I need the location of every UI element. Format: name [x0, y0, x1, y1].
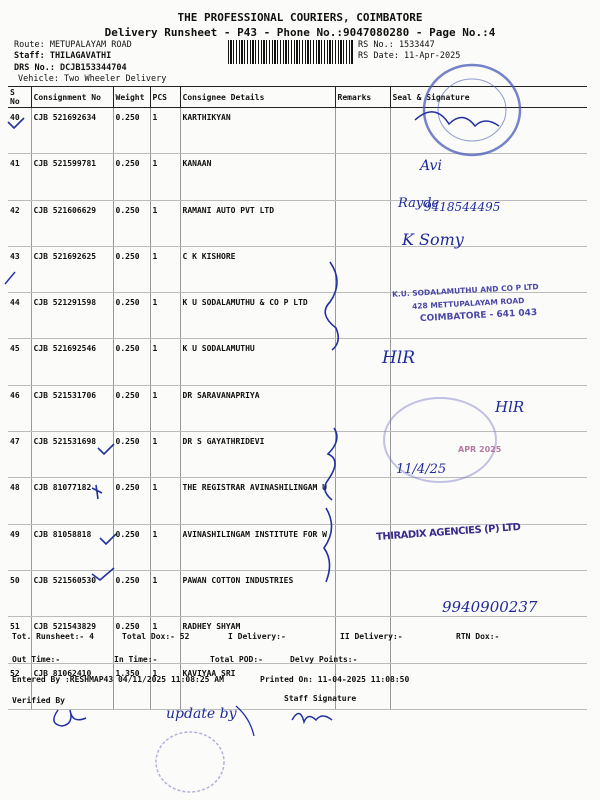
cell-pcs: 1 — [150, 478, 180, 524]
staff-signature: Staff Signature — [284, 694, 357, 703]
cell-consignee: RADHEY SHYAM — [180, 617, 335, 663]
phone-handwritten-2: 9940900237 — [442, 598, 538, 616]
rs-date: RS Date: 11-Apr-2025 — [358, 51, 461, 61]
cell-weight: 0.250 — [113, 246, 150, 292]
out-time: Out Time:- — [12, 655, 61, 664]
ramani-note: Rayde — [398, 196, 440, 211]
printed-on: Printed On: 11-04-2025 11:08:50 — [260, 675, 410, 684]
drs-number: DRS No.: DCJB153344704 — [14, 63, 127, 73]
staff-label: Staff: THILAGAVATHI — [14, 51, 112, 61]
cell-consignment: CJB 521692625 — [31, 246, 113, 292]
cell-consignee: DR SARAVANAPRIYA — [180, 385, 335, 431]
table-row — [8, 154, 587, 200]
entered-by: Entered By :RESHMAP43 04/11/2025 11:08:25 AM — [12, 675, 224, 684]
stamp-apr-date: APR 2025 — [458, 445, 502, 454]
rtn-dox: RTN Dox:- — [456, 632, 500, 641]
cell-consignee: RAMANI AUTO PVT LTD — [180, 200, 335, 246]
cell-remarks — [335, 246, 390, 292]
col-sno: S No — [8, 87, 31, 108]
cell-consignment: CJB 521560530 — [31, 570, 113, 616]
cell-consignee: KARTHIKYAN — [180, 108, 335, 154]
cell-sno: 42 — [8, 200, 31, 246]
delvy-points: Delvy Points:- — [290, 655, 358, 664]
cell-sno: 52 — [8, 663, 31, 709]
cell-signature — [390, 478, 587, 524]
stamp-sodalamuthu-line3: COIMBATORE - 641 043 — [419, 307, 538, 325]
cell-consignment: CJB 521606629 — [31, 200, 113, 246]
cell-weight: 0.250 — [113, 432, 150, 478]
route-label: Route: METUPALAYAM ROAD — [14, 40, 132, 50]
cell-consignment: CJB 521291598 — [31, 293, 113, 339]
cell-remarks — [335, 570, 390, 616]
table-row — [8, 339, 587, 385]
cell-sno: 43 — [8, 246, 31, 292]
verified-by: Verified By — [12, 696, 65, 705]
cell-sno: 47 — [8, 432, 31, 478]
cell-consignment: CJB 521692546 — [31, 339, 113, 385]
cell-consignee: C K KISHORE — [180, 246, 335, 292]
phone-handwritten-1: 9418544495 — [424, 200, 501, 214]
cell-weight: 0.250 — [113, 154, 150, 200]
signature-hlr-46: HlR — [382, 348, 416, 368]
col-consignee: Consignee Details — [180, 87, 335, 108]
cell-remarks — [335, 385, 390, 431]
cell-weight: 0.250 — [113, 524, 150, 570]
cell-pcs: 1 — [150, 570, 180, 616]
col-remarks: Remarks — [335, 87, 390, 108]
company-title: THE PROFESSIONAL COURIERS, COIMBATORE — [177, 11, 423, 24]
total-pod: Total POD:- — [210, 655, 263, 664]
cell-pcs: 1 — [150, 339, 180, 385]
cell-consignee: K U SODALAMUTHU — [180, 339, 335, 385]
cell-consignee: AVINASHILINGAM INSTITUTE FOR W — [180, 524, 335, 570]
cell-pcs: 1 — [150, 293, 180, 339]
signature-hlr-47: HlR — [495, 398, 525, 416]
col-signature: Seal & Signature — [390, 87, 587, 108]
table-header-row — [8, 87, 587, 108]
cell-consignment: CJB 521543829 — [31, 617, 113, 663]
cell-remarks — [335, 108, 390, 154]
cell-consignee: KAVIYAA SRI — [180, 663, 335, 709]
signature-kishore: K Somy — [402, 230, 464, 249]
update-by-note: update by — [166, 706, 237, 722]
cell-consignment: CJB 81077182 — [31, 478, 113, 524]
col-weight: Weight — [113, 87, 150, 108]
cell-weight: 0.250 — [113, 478, 150, 524]
cell-sno: 44 — [8, 293, 31, 339]
cell-signature — [390, 663, 587, 709]
cell-consignment: CJB 521599781 — [31, 154, 113, 200]
i-delivery: I Delivery:- — [228, 632, 286, 641]
cell-consignment: CJB 521531698 — [31, 432, 113, 478]
stamp-thiradix: THIRADIX AGENCIES (P) LTD — [375, 521, 521, 544]
cell-sno: 48 — [8, 478, 31, 524]
cell-consignee: KANAAN — [180, 154, 335, 200]
verified-arrow — [236, 706, 254, 736]
staff-signature-ink — [292, 713, 332, 722]
date-note: 11/4/25 — [396, 462, 447, 477]
cell-consignee: THE REGISTRAR AVINASHILINGAM U — [180, 478, 335, 524]
cell-pcs: 1 — [150, 246, 180, 292]
cell-pcs: 1 — [150, 617, 180, 663]
cell-weight: 0.250 — [113, 200, 150, 246]
cell-pcs: 1 — [150, 200, 180, 246]
stamp-sodalamuthu-line2: 428 METTUPALAYAM ROAD — [411, 296, 525, 311]
cell-weight: 1.350 — [113, 663, 150, 709]
in-time: In Time:- — [114, 655, 158, 664]
cell-weight: 0.250 — [113, 339, 150, 385]
cell-sno: 41 — [8, 154, 31, 200]
cell-sno: 49 — [8, 524, 31, 570]
verified-signature — [54, 710, 86, 726]
cell-pcs: 1 — [150, 524, 180, 570]
cell-weight: 0.250 — [113, 385, 150, 431]
cell-signature — [390, 339, 587, 385]
tot-runsheet: Tot. Runsheet:- 4 — [12, 632, 94, 641]
cell-weight: 0.250 — [113, 570, 150, 616]
cell-sno: 50 — [8, 570, 31, 616]
cell-pcs: 1 — [150, 432, 180, 478]
avi-note: Avi — [420, 158, 442, 174]
table-row — [8, 432, 587, 478]
cell-sno: 40 — [8, 108, 31, 154]
vehicle-label: Vehicle: Two Wheeler Delivery — [18, 74, 167, 84]
round-seal-bottom — [156, 732, 224, 792]
cell-consignee: K U SODALAMUTHU & CO P LTD — [180, 293, 335, 339]
stamp-sodalamuthu-line1: K.U. SODALAMUTHU AND CO P LTD — [391, 282, 539, 299]
cell-pcs: 1 — [150, 154, 180, 200]
col-pcs: PCS — [150, 87, 180, 108]
rs-number: RS No.: 1533447 — [358, 40, 435, 50]
cell-remarks — [335, 154, 390, 200]
cell-consignment: CJB 81062410 — [31, 663, 113, 709]
cell-signature — [390, 385, 587, 431]
cell-consignment: CJB 521692634 — [31, 108, 113, 154]
table-row — [8, 478, 587, 524]
cell-sno: 45 — [8, 339, 31, 385]
cell-consignee: DR S GAYATHRIDEVI — [180, 432, 335, 478]
cell-sno: 46 — [8, 385, 31, 431]
cell-pcs: 1 — [150, 108, 180, 154]
table-row — [8, 108, 587, 154]
cell-remarks — [335, 432, 390, 478]
cell-signature — [390, 108, 587, 154]
total-dox: Total Dox:- 52 — [122, 632, 190, 641]
ii-delivery: II Delivery:- — [340, 632, 403, 641]
cell-consignment: CJB 81058818 — [31, 524, 113, 570]
cell-pcs: 1 — [150, 663, 180, 709]
cell-sno: 51 — [8, 617, 31, 663]
cell-weight: 0.250 — [113, 293, 150, 339]
cell-remarks — [335, 293, 390, 339]
col-consignment: Consignment No — [31, 87, 113, 108]
cell-pcs: 1 — [150, 385, 180, 431]
cell-weight: 0.250 — [113, 108, 150, 154]
cell-remarks — [335, 478, 390, 524]
cell-consignment: CJB 521531706 — [31, 385, 113, 431]
barcode — [228, 40, 353, 64]
cell-remarks — [335, 200, 390, 246]
runsheet-subtitle: Delivery Runsheet - P43 - Phone No.:9047080280 - Page No.:4 — [104, 26, 496, 39]
cell-weight: 0.250 — [113, 617, 150, 663]
cell-consignee: PAWAN COTTON INDUSTRIES — [180, 570, 335, 616]
